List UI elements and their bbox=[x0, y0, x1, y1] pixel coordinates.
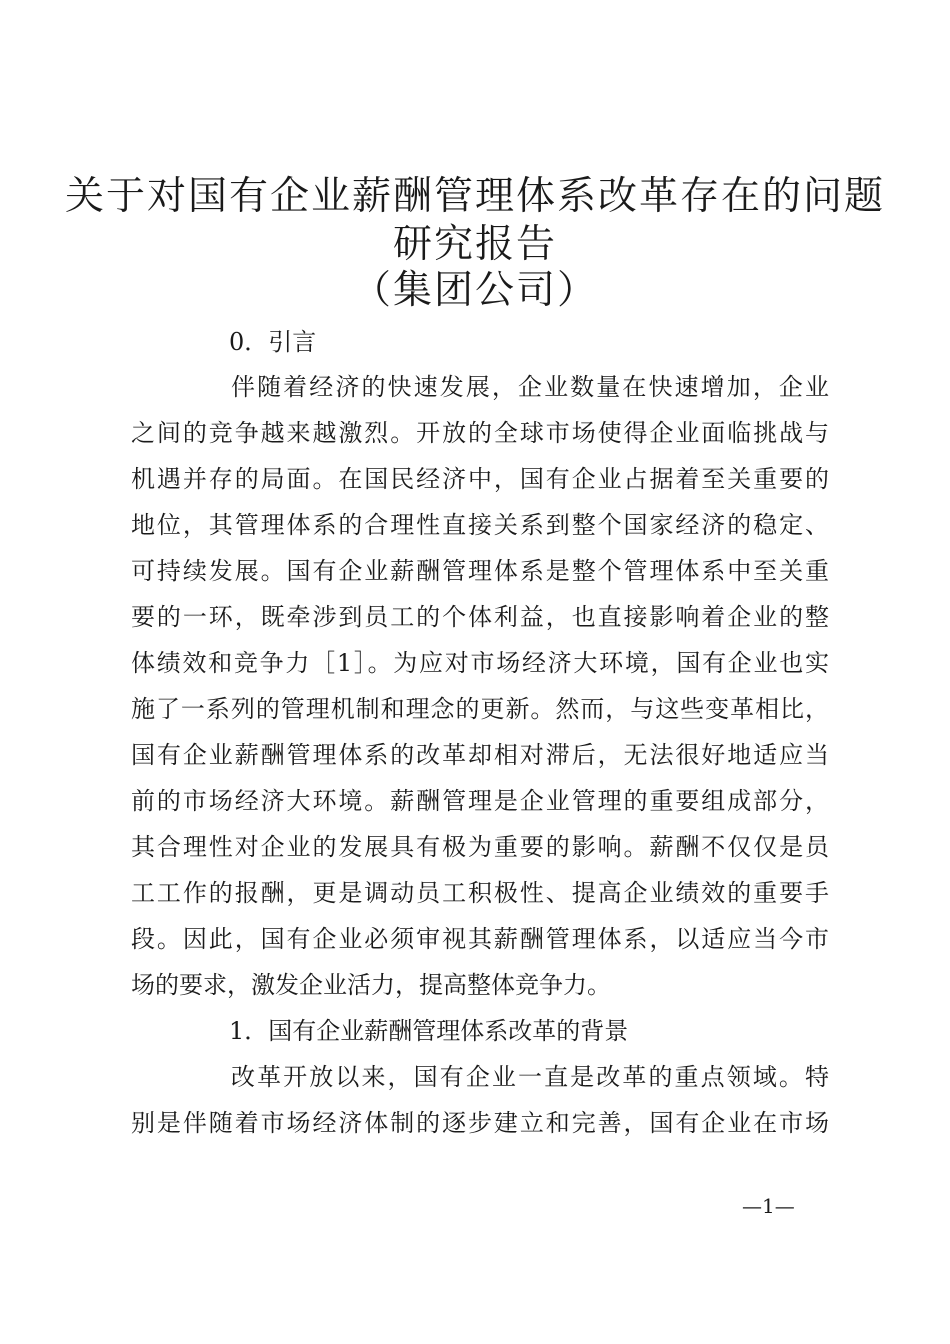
document-subtitle: （集团公司） bbox=[351, 268, 598, 313]
paragraph-line: 段。因此，国有企业必须审视其薪酬管理体系，以适应当今市 bbox=[131, 925, 829, 953]
document-title-line-2: 研究报告 bbox=[392, 222, 557, 267]
paragraph-line: 地位，其管理体系的合理性直接关系到整个国家经济的稳定、 bbox=[131, 511, 829, 539]
paragraph-line: 国有企业薪酬管理体系的改革却相对滞后，无法很好地适应当 bbox=[131, 741, 829, 769]
paragraph-line: 工工作的报酬，更是调动员工积极性、提高企业绩效的重要手 bbox=[131, 879, 829, 907]
paragraph-line: 别是伴随着市场经济体制的逐步建立和完善，国有企业在市场 bbox=[131, 1109, 829, 1137]
document-title-line-1: 关于对国有企业薪酬管理体系改革存在的问题 bbox=[64, 174, 885, 219]
paragraph-line: 可持续发展。国有企业薪酬管理体系是整个管理体系中至关重 bbox=[131, 557, 829, 585]
paragraph-line: 场的要求，激发企业活力，提高整体竞争力。 bbox=[131, 971, 611, 999]
paragraph-line: 其合理性对企业的发展具有极为重要的影响。薪酬不仅仅是员 bbox=[131, 833, 829, 861]
paragraph-line: 前的市场经济大环境。薪酬管理是企业管理的重要组成部分， bbox=[131, 787, 829, 815]
section-heading-background: 1．国有企业薪酬管理体系改革的背景 bbox=[229, 1017, 629, 1045]
paragraph-line: 机遇并存的局面。在国民经济中，国有企业占据着至关重要的 bbox=[131, 465, 829, 493]
paragraph-line: 之间的竞争越来越激烈。开放的全球市场使得企业面临挑战与 bbox=[131, 419, 829, 447]
paragraph-line: 要的一环，既牵涉到员工的个体利益，也直接影响着企业的整 bbox=[131, 603, 829, 631]
section-heading-introduction: 0．引言 bbox=[229, 328, 317, 356]
paragraph-line: 施了一系列的管理机制和理念的更新。然而，与这些变革相比， bbox=[131, 695, 829, 723]
paragraph-line: 伴随着经济的快速发展，企业数量在快速增加，企业 bbox=[231, 373, 829, 401]
paragraph-line: 改革开放以来，国有企业一直是改革的重点领域。特 bbox=[231, 1063, 829, 1091]
paragraph-line: 体绩效和竞争力［1］。为应对市场经济大环境，国有企业也实 bbox=[131, 649, 829, 677]
page-number: —1— bbox=[742, 1194, 795, 1218]
